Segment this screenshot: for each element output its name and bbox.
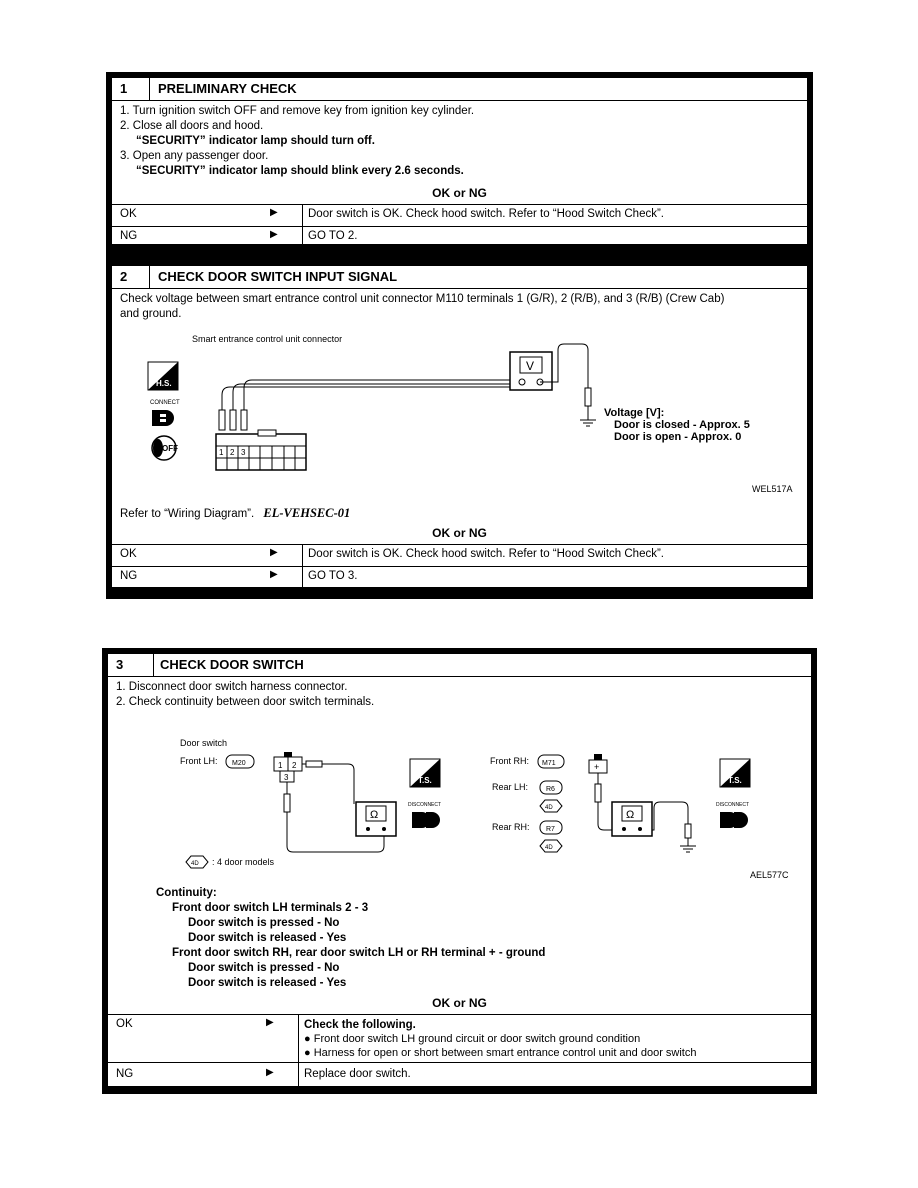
ng-result: GO TO 3. <box>308 570 358 582</box>
rh-door-switch <box>589 754 607 773</box>
svg-text:4D: 4D <box>545 805 553 811</box>
connector-label: Smart entrance control unit connector <box>192 334 343 344</box>
bullet-icon: ● <box>304 1033 311 1045</box>
step-3-ng-row <box>108 1062 811 1087</box>
rear-lh-label: Rear LH: <box>492 782 529 792</box>
panel-steps-1-2 <box>106 72 813 599</box>
four-door-badge <box>540 840 562 852</box>
ohmmeter-icon <box>612 802 652 836</box>
arrow-icon: ▶ <box>270 547 278 558</box>
ok-item: Front door switch LH ground circuit or door switch ground condition <box>313 1033 641 1045</box>
ng-label: NG <box>120 570 138 582</box>
step-2-refer <box>112 506 807 522</box>
step-3-ok-row <box>108 1014 811 1063</box>
four-door-badge <box>540 800 562 812</box>
svg-text:H.S.: H.S. <box>156 379 172 388</box>
svg-text:M71: M71 <box>542 760 556 767</box>
voltage-title: Voltage [V]: <box>604 407 665 419</box>
step-3-ok-or-ng: OK or NG <box>432 996 487 1010</box>
svg-text:Ω: Ω <box>626 809 635 821</box>
voltmeter-icon <box>510 344 596 426</box>
step-1-ok-row <box>112 204 807 227</box>
svg-text:Ω: Ω <box>370 809 379 821</box>
connector-icon <box>152 410 174 426</box>
svg-text:V: V <box>526 359 535 373</box>
voltage-check-diagram <box>112 330 807 500</box>
disconnect-label: DISCONNECT <box>716 802 750 808</box>
svg-text:T.S.: T.S. <box>728 776 742 785</box>
continuity-spec <box>108 886 811 991</box>
continuity-line: Door switch is released - Yes <box>188 977 347 989</box>
figure-code: WEL517A <box>752 484 793 494</box>
step-2-header <box>112 266 807 289</box>
step-1-card <box>110 76 809 246</box>
ts-icon <box>410 759 440 787</box>
svg-text:4D: 4D <box>545 845 553 851</box>
disconnect-icon <box>720 812 748 828</box>
step-1-body <box>112 104 807 179</box>
connector-code-badge <box>540 821 562 834</box>
ok-item: Harness for open or short between smart entrance control unit and door switch <box>313 1047 697 1059</box>
continuity-line: Continuity: <box>156 887 217 899</box>
step-1-header <box>112 78 807 101</box>
front-lh-label: Front LH: <box>180 756 218 766</box>
four-door-badge <box>186 856 208 868</box>
voltage-closed: Door is closed - Approx. 5 <box>614 419 750 431</box>
arrow-icon: ▶ <box>270 207 278 218</box>
ok-label: OK <box>120 548 137 560</box>
disconnect-label: DISCONNECT <box>408 802 442 808</box>
step-1-line: 2. Close all doors and hood. <box>120 120 264 132</box>
step-2-number: 2 <box>112 266 150 288</box>
ng-label: NG <box>120 230 138 242</box>
svg-text:2: 2 <box>292 761 297 770</box>
connector-code-badge <box>540 781 562 794</box>
step-3-number: 3 <box>108 654 154 676</box>
front-lh-door-switch <box>274 752 302 782</box>
step-1-title: PRELIMINARY CHECK <box>158 81 297 96</box>
step-2-title: CHECK DOOR SWITCH INPUT SIGNAL <box>158 269 398 284</box>
step-3-header <box>108 654 811 677</box>
continuity-line: Door switch is released - Yes <box>188 932 347 944</box>
pin-label: 1 <box>219 448 224 457</box>
step-3-line: 2. Check continuity between door switch terminals. <box>116 696 375 708</box>
step-3-card <box>106 652 813 1088</box>
ok-result: Door switch is OK. Check hood switch. Refer to “Hood Switch Check”. <box>308 208 664 220</box>
step-1-ng-row <box>112 226 807 247</box>
ok-result: Door switch is OK. Check hood switch. Refer to “Hood Switch Check”. <box>308 548 664 560</box>
connector-code-badge <box>538 755 564 768</box>
pin-label: 3 <box>241 448 246 457</box>
step-3-body <box>108 680 811 710</box>
four-door-note: : 4 door models <box>212 857 275 867</box>
step-1-line: 1. Turn ignition switch OFF and remove key from ignition key cylinder. <box>120 105 475 117</box>
svg-text:1: 1 <box>278 761 283 770</box>
svg-text:T.S.: T.S. <box>418 776 432 785</box>
wiring-diagram-code: EL-VEHSEC-01 <box>263 506 351 520</box>
ok-label: OK <box>120 208 137 220</box>
arrow-icon: ▶ <box>266 1067 274 1078</box>
continuity-line: Door switch is pressed - No <box>188 917 340 929</box>
ok-label: OK <box>116 1018 133 1030</box>
connector-code-badge <box>226 755 254 768</box>
arrow-icon: ▶ <box>270 229 278 240</box>
panel-step-3 <box>102 648 817 1094</box>
svg-text:R7: R7 <box>546 826 555 833</box>
step-2-ok-row <box>112 544 807 567</box>
ok-heading: Check the following. <box>304 1019 416 1031</box>
ng-result: Replace door switch. <box>304 1068 411 1080</box>
step-3-line: 1. Disconnect door switch harness connector. <box>116 681 348 693</box>
svg-text:4D: 4D <box>191 861 199 867</box>
ignition-off-icon <box>152 436 178 460</box>
step-2-ng-row <box>112 566 807 588</box>
step-1-line: 3. Open any passenger door. <box>120 150 269 162</box>
svg-text:R6: R6 <box>546 786 555 793</box>
door-switch-label: Door switch <box>180 738 228 748</box>
step-1-ok-or-ng: OK or NG <box>432 186 487 200</box>
probe-leads <box>219 379 512 430</box>
continuity-line: Front door switch RH, rear door switch LH or RH terminal + - ground <box>172 947 546 959</box>
pin-label: 2 <box>230 448 235 457</box>
ohmmeter-icon <box>356 802 396 836</box>
svg-text:M20: M20 <box>232 760 246 767</box>
step-1-number: 1 <box>112 78 150 100</box>
step-2-ok-or-ng: OK or NG <box>432 526 487 540</box>
front-rh-label: Front RH: <box>490 756 530 766</box>
step-1-line: “SECURITY” indicator lamp should turn off. <box>136 135 375 147</box>
continuity-line: Front door switch LH terminals 2 - 3 <box>172 902 369 914</box>
bullet-icon: ● <box>304 1047 311 1059</box>
svg-text:+: + <box>594 762 600 772</box>
ts-icon <box>720 759 750 787</box>
ng-label: NG <box>116 1068 134 1080</box>
step-3-title: CHECK DOOR SWITCH <box>160 657 304 672</box>
connect-label: CONNECT <box>150 400 180 406</box>
ng-result: GO TO 2. <box>308 230 358 242</box>
figure-code: AEL577C <box>750 870 789 880</box>
svg-text:3: 3 <box>284 773 289 782</box>
svg-text:OFF: OFF <box>162 444 178 453</box>
continuity-check-diagram <box>108 734 811 884</box>
continuity-line: Door switch is pressed - No <box>188 962 340 974</box>
rear-rh-label: Rear RH: <box>492 822 530 832</box>
step-2-line: and ground. <box>120 308 182 320</box>
step-2-line: Check voltage between smart entrance control unit connector M110 terminals 1 (G/R), 2 (R/B), and 3 (R/B) (Crew Cab) <box>120 293 725 305</box>
refer-text: Refer to “Wiring Diagram”. <box>120 508 255 520</box>
step-1-line: “SECURITY” indicator lamp should blink every 2.6 seconds. <box>136 165 464 177</box>
hs-icon <box>148 362 178 390</box>
smart-entrance-connector <box>216 430 306 470</box>
disconnect-icon <box>412 812 440 828</box>
arrow-icon: ▶ <box>270 569 278 580</box>
arrow-icon: ▶ <box>266 1017 274 1028</box>
step-2-card <box>110 264 809 589</box>
voltage-open: Door is open - Approx. 0 <box>614 431 742 443</box>
step-2-body <box>112 292 807 322</box>
